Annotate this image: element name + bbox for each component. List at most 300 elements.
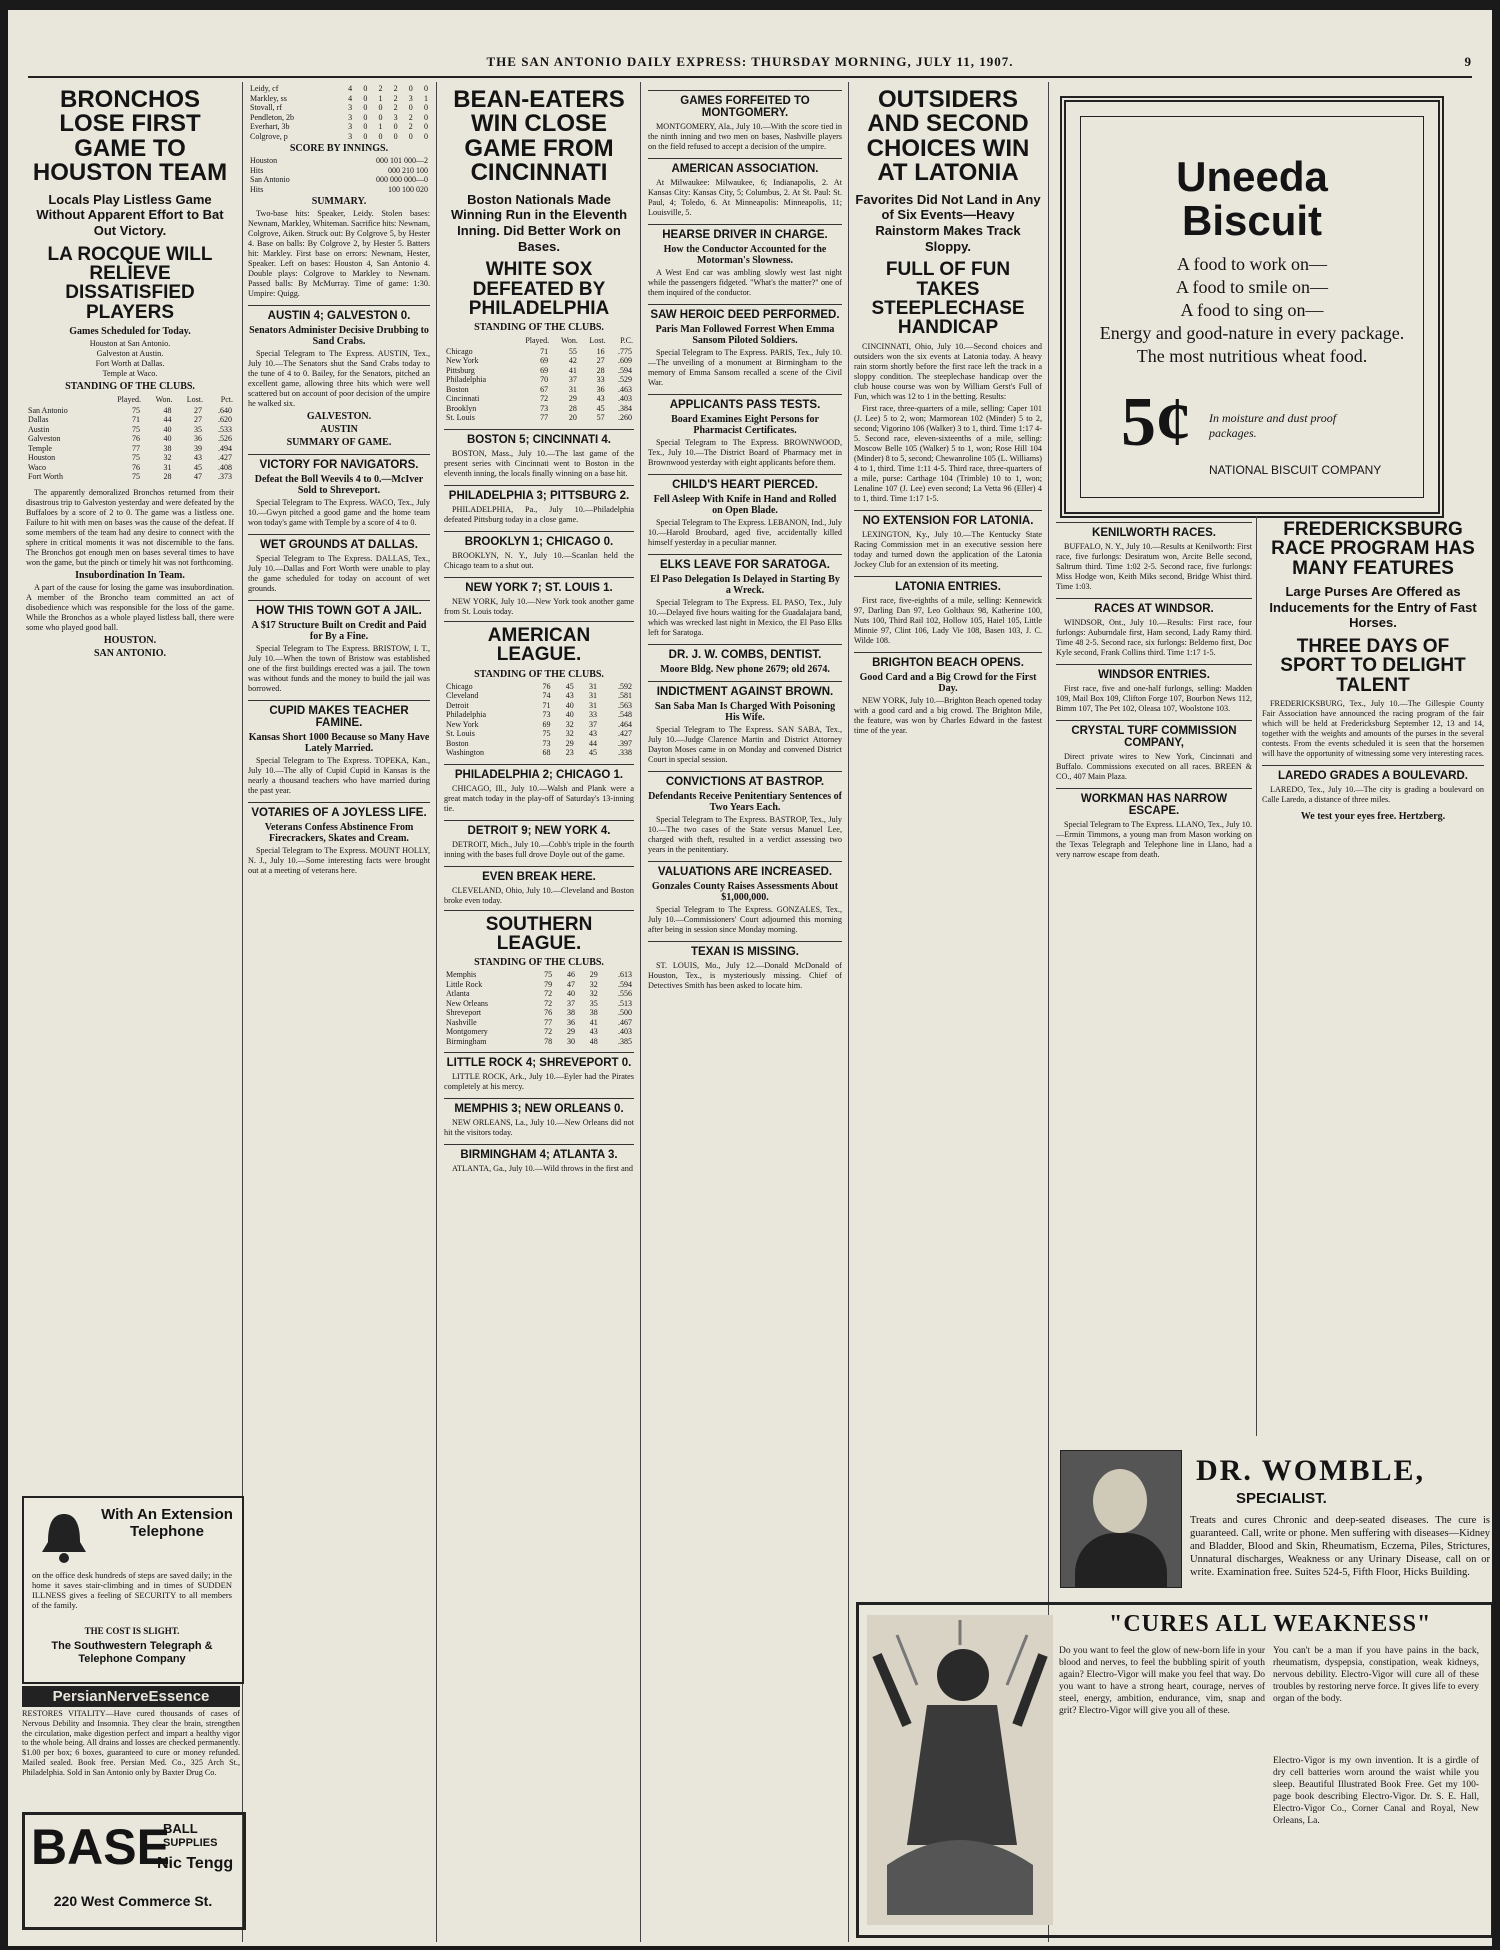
- col-header: Lost.: [589, 336, 606, 346]
- ad-name: DR. WOMBLE,: [1196, 1454, 1425, 1487]
- table-cell: Chicago: [446, 681, 473, 691]
- article-subhead: Good Card and a Big Crowd for the First Day.: [859, 671, 1037, 694]
- table-row: [444, 1018, 634, 1028]
- paragraph: Special Telegram to The Express. WACO, Tex., July 10.—Gwyn pitched a good game and the home team won today's game with Temple by a score of 4 to 0.: [248, 498, 430, 527]
- table-cell: 55: [568, 346, 577, 356]
- telephone-ad: [22, 1496, 244, 1684]
- table-header: [26, 394, 234, 406]
- table-cell: 1: [378, 122, 383, 131]
- column-7: [1262, 516, 1484, 1436]
- table-cell: .556: [618, 989, 632, 999]
- table-row: [444, 366, 634, 376]
- table-row: [444, 720, 634, 730]
- table-cell: 2: [408, 112, 413, 122]
- article-body: [444, 505, 634, 525]
- table-cell: Philadelphia: [446, 710, 486, 720]
- table-cell: 33: [596, 375, 605, 385]
- table-cell: 76: [544, 1008, 553, 1018]
- table-cell: 41: [589, 1017, 598, 1027]
- article-body: [648, 438, 842, 468]
- table-cell: 35: [193, 424, 202, 434]
- column-rule: [848, 82, 849, 1942]
- table-row: [444, 385, 634, 395]
- table-cell: 75: [132, 405, 140, 415]
- table-row: [444, 1008, 634, 1018]
- table-row: [444, 356, 634, 366]
- table-row: [444, 1037, 634, 1047]
- table-cell: 28: [163, 472, 172, 482]
- table-cell: 4: [348, 84, 353, 93]
- table-cell: 27: [596, 356, 605, 366]
- paragraph: ATLANTA, Ga., July 10.—Wild throws in the first and: [452, 1164, 633, 1174]
- table-cell: 71: [132, 415, 140, 425]
- masthead-title: THE SAN ANTONIO DAILY EXPRESS: THURSDAY MORNING, JULY 11, 1907.: [486, 54, 1014, 69]
- table-cell: 2: [378, 84, 383, 93]
- table-cell: .594: [618, 979, 632, 989]
- table-cell: 45: [193, 462, 202, 472]
- table-cell: Washington: [446, 748, 485, 758]
- table-cell: 0: [408, 131, 413, 141]
- table-cell: Philadelphia: [446, 375, 486, 385]
- table-cell: .397: [618, 738, 632, 748]
- article-headline: APPLICANTS PASS TESTS.: [648, 394, 842, 411]
- table-cell: 0: [424, 103, 428, 112]
- col-header: [444, 335, 511, 347]
- column-5: [854, 84, 1042, 1594]
- table-cell: 27: [193, 405, 202, 415]
- article-body: [444, 840, 634, 860]
- games-title: Games Scheduled for Today.: [69, 326, 191, 338]
- ad-column: Do you want to feel the glow of new-born life in your blood and nerves, to feel the bubbling spirit of youth again? Electro-Vigor will make you feel that way. Do you want to have a strong heart, courage, nerves of steel, energy, ambition, endurance, vim, snap and grit? Electro-Vigor will give you all of these.: [1059, 1646, 1265, 1716]
- article-body: [444, 1118, 634, 1138]
- article-headline: CONVICTIONS AT BASTROP.: [648, 771, 842, 788]
- table-cell: 000 000 000—0: [376, 175, 428, 184]
- table-cell: 77: [544, 1017, 553, 1027]
- box-score: [248, 84, 430, 141]
- table-cell: .464: [618, 719, 632, 729]
- table-row: [444, 404, 634, 414]
- article-body: [648, 725, 842, 765]
- table-cell: 72: [544, 1027, 553, 1037]
- table-cell: Detroit: [446, 700, 469, 710]
- article-body: [854, 696, 1042, 736]
- table-cell: 0: [363, 112, 368, 122]
- table-cell: 32: [565, 729, 574, 739]
- base-ball-supplies-ad: [22, 1812, 246, 1930]
- table-cell: 77: [540, 413, 549, 423]
- col-header: Won.: [560, 336, 578, 346]
- table-cell: Hits: [250, 184, 264, 194]
- table-cell: 0: [378, 103, 383, 112]
- table-cell: 0: [393, 131, 398, 141]
- ad-column: You can't be a man if you have pains in the back, rheumatism, dyspepsia, constipation, weak kidneys, nervous debility. Electro-Vigor will cure all of these troubles by restoring nerve force. It gives life to every organ of the body.: [1273, 1646, 1479, 1704]
- table-cell: .592: [618, 681, 632, 691]
- article-subhead: San Saba Man Is Charged With Poisoning His Wife.: [654, 701, 836, 723]
- table-cell: 27: [193, 415, 202, 425]
- ad-title: Biscuit: [1181, 197, 1323, 244]
- ad-title: Uneeda: [1176, 153, 1328, 200]
- column-rule: [640, 82, 641, 1942]
- paragraph: BUFFALO, N. Y., July 10.—Results at Kenilworth: First race, five furlongs: Desiratum won, Arcite Belle second, Saltrum third. Time 1:02 2-5. Second race, five furlongs: Miss Hodge won, Keith Miks second, Bridge Whist third. Time 1:03.: [1056, 542, 1252, 591]
- col-header: Pct.: [220, 395, 233, 405]
- article-body: [444, 597, 634, 617]
- paragraph: NEW YORK, July 10.—Brighton Beach opened today with a good card and a big crowd. The Brighton Mile, the feature, was won by Charles Edward in the fastest time of the year.: [854, 695, 1042, 735]
- article-subhead: Board Examines Eight Persons for Pharmacist Certificates.: [671, 414, 819, 436]
- table-row: [444, 729, 634, 739]
- headline: LA ROCQUE WILL RELIEVE DISSATISFIED PLAYERS: [47, 243, 213, 323]
- table-cell: .500: [618, 1008, 632, 1018]
- table-cell: Shreveport: [446, 1008, 482, 1018]
- table-cell: 1: [378, 93, 383, 103]
- table-cell: 75: [132, 472, 140, 482]
- table-cell: 76: [132, 462, 140, 472]
- table-cell: Stovall, rf: [250, 103, 282, 112]
- article-body: [648, 598, 842, 638]
- table-cell: 43: [589, 729, 598, 739]
- paragraph: Special Telegram to The Express. BROWNWOOD, Tex., July 10.—The District Board of Pharmacy met in Brownwood yesterday with eight applicants before them.: [648, 438, 842, 467]
- table-cell: Pittsburg: [446, 365, 475, 375]
- article-body: [648, 268, 842, 298]
- paragraph: First race, five and one-half furlongs, selling: Madden 109, Mail Box 109, Clifton Forge 107, Bourbon News 112, Bimm 107, The Pet 102, Oleasa 107, Woolstone 103.: [1056, 684, 1252, 713]
- table-cell: 43: [589, 1027, 598, 1037]
- article-body: [444, 551, 634, 571]
- southern-league-standings: [444, 970, 634, 1046]
- article-headline: CRYSTAL TURF COMMISSION COMPANY,: [1056, 720, 1252, 749]
- table-cell: 35: [589, 998, 598, 1008]
- table-cell: 1: [424, 93, 428, 103]
- table-cell: 2: [393, 84, 398, 93]
- ad-body: RESTORES VITALITY—Have cured thousands of cases of Nervous Debility and Insomnia. They clear the brain, strengthen the circulation, make digestion perfect and impart a healthy vigor to the whole being. All drains and losses are checked permanently. $1.00 per box; 6 boxes, guaranteed to cure or money refunded. Mailed sealed. Book free. Persian Med. Co., 325 Arch St., Philadelphia. Sold in San Antonio only by Baxter Drug Co.: [22, 1709, 240, 1777]
- table-cell: 0: [408, 84, 413, 93]
- article-headline: VOTARIES OF A JOYLESS LIFE.: [248, 802, 430, 819]
- table-cell: Houston: [28, 453, 56, 463]
- article-subhead: Veterans Confess Abstinence From Firecrackers, Skates and Cream.: [264, 822, 414, 844]
- table-cell: .260: [618, 413, 632, 423]
- dr-womble-ad: [1060, 1450, 1492, 1590]
- table-cell: .548: [618, 710, 632, 720]
- table-row: [248, 166, 430, 176]
- article-headline: VALUATIONS ARE INCREASED.: [648, 861, 842, 878]
- table-cell: 0: [424, 122, 428, 131]
- table-row: [444, 970, 634, 980]
- table-cell: .609: [618, 356, 632, 366]
- table-cell: 45: [596, 403, 605, 413]
- column-2: [248, 84, 430, 1934]
- col-header: Lost.: [186, 395, 203, 405]
- innings-title: SCORE BY INNINGS.: [289, 143, 389, 154]
- article-body: [26, 488, 234, 568]
- table-cell: Atlanta: [446, 989, 470, 999]
- paragraph: PHILADELPHIA, Pa., July 10.—Philadelphia defeated Pittsburg today in a close game.: [444, 504, 634, 524]
- page-number: 9: [1464, 54, 1472, 69]
- article-headline: VICTORY FOR NAVIGATORS.: [248, 454, 430, 471]
- paragraph: Special Telegram to The Express. LEBANON, Ind., July 10.—Harold Broubard, aged five, accidentally killed himself yesterday in a peculiar manner.: [648, 518, 842, 547]
- table-row: [26, 406, 234, 416]
- table-cell: Galveston: [28, 434, 61, 444]
- article-body: [1056, 684, 1252, 714]
- article-headline: KENILWORTH RACES.: [1056, 522, 1252, 539]
- standing-title: STANDING OF THE CLUBS.: [474, 957, 604, 969]
- article-headline: ELKS LEAVE FOR SARATOGA.: [648, 554, 842, 571]
- article-body: [648, 122, 842, 152]
- table-cell: 100 100 020: [388, 184, 428, 194]
- article-headline: EVEN BREAK HERE.: [444, 866, 634, 883]
- electro-vigor-ad: [856, 1602, 1492, 1938]
- table-cell: 44: [589, 738, 598, 748]
- paragraph: CLEVELAND, Ohio, July 10.—Cleveland and Boston broke even today.: [444, 885, 634, 905]
- table-row: [444, 701, 634, 711]
- table-cell: 72: [544, 989, 553, 999]
- table-cell: 0: [363, 103, 368, 112]
- table-cell: Cincinnati: [446, 394, 480, 404]
- article-body: [854, 342, 1042, 504]
- masthead: [28, 54, 1472, 78]
- table-cell: 48: [589, 1036, 598, 1046]
- table-cell: San Antonio: [250, 175, 290, 184]
- table-cell: .403: [618, 394, 632, 404]
- col-header: Won.: [155, 395, 173, 405]
- table-row: [444, 691, 634, 701]
- table-cell: 31: [589, 700, 598, 710]
- article-body: [1056, 752, 1252, 782]
- table-cell: .640: [218, 405, 232, 415]
- article-headline: NO EXTENSION FOR LATONIA.: [854, 510, 1042, 527]
- paragraph: Special Telegram to The Express. PARIS, Tex., July 10.—The unveiling of a monument at Birmingham to the memory of Emma Sansom recalled a scene of the Civil War.: [648, 348, 842, 387]
- table-cell: 29: [568, 394, 577, 404]
- table-cell: Montgomery: [446, 1027, 488, 1037]
- article-body: [648, 348, 842, 388]
- table-cell: .775: [618, 346, 632, 356]
- portrait-image: [1060, 1450, 1182, 1588]
- table-cell: 2: [393, 103, 398, 112]
- paragraph: FREDERICKSBURG, Tex., July 10.—The Gillespie County Fair Association have announced the racing program of the fair which will be held at Fredericksburg September 12, 13 and 14, together with the weights and amounts of the purses in the several contests. From the events scheduled it is seen that the horsemen will have the opportunity of witnessing some very interesting races.: [1262, 699, 1484, 759]
- table-cell: Chicago: [446, 346, 473, 356]
- table-row: [248, 132, 430, 142]
- column-rule: [1256, 516, 1257, 1436]
- headline: OUTSIDERS AND SECOND CHOICES WIN AT LATONIA: [866, 86, 1030, 187]
- paragraph: First race, five-eighths of a mile, selling: Kennewick 97, Darling Dan 97, Leo Golthaux 98, Katherine 100, Nuts 100, Third Rail 102, Hollow 105, Haiel 105, Little Minnie 97, Clint 106, Lady Vie 108, Basen 103, J. C. Wilde 108.: [854, 595, 1042, 645]
- table-cell: 36: [566, 1017, 575, 1027]
- paragraph: Special Telegram to The Express. TOPEKA, Kan., July 10.—The ally of Cupid Cupid in Kansas is the nearly a thousand teachers who have married during the past year.: [248, 756, 430, 795]
- table-cell: 72: [544, 998, 553, 1008]
- table-cell: 38: [566, 1008, 575, 1018]
- article-headline: CUPID MAKES TEACHER FAMINE.: [248, 700, 430, 729]
- table-cell: Birmingham: [446, 1036, 487, 1046]
- table-cell: 3: [348, 131, 353, 141]
- table-cell: 000 210 100: [388, 165, 428, 175]
- ad-title: SPECIALIST.: [1236, 1490, 1327, 1507]
- table-cell: .467: [618, 1017, 632, 1027]
- table-row: [248, 84, 430, 94]
- table-cell: 47: [193, 472, 202, 482]
- box-score-title: AUSTIN: [320, 424, 358, 435]
- table-cell: Pendleton, 2b: [250, 112, 294, 122]
- table-cell: Markley, ss: [250, 93, 287, 103]
- national-league-standings: [444, 335, 634, 423]
- table-cell: Boston: [446, 738, 469, 748]
- article-body: [444, 1072, 634, 1092]
- article-body: [248, 349, 430, 409]
- table-cell: 29: [565, 738, 574, 748]
- table-row: [248, 156, 430, 166]
- article-headline: PHILADELPHIA 2; CHICAGO 1.: [444, 764, 634, 781]
- paragraph: At Milwaukee: Milwaukee, 6; Indianapolis, 2. At Kansas City: Kansas City, 5; Columbus, 2. At St. Paul: St. Paul, 4; Toledo, 6. At Minneapolis: Minneapolis, 11; Louisville, 5.: [648, 178, 842, 217]
- table-row: [444, 347, 634, 357]
- article-body: [248, 498, 430, 528]
- score-by-innings: [248, 156, 430, 194]
- table-cell: 41: [568, 365, 577, 375]
- table-cell: 75: [132, 453, 140, 463]
- article-body: [648, 178, 842, 218]
- table-row: [26, 453, 234, 463]
- table-cell: Boston: [446, 384, 469, 394]
- article-headline: HEARSE DRIVER IN CHARGE.: [648, 224, 842, 241]
- article-subhead: A $17 Structure Built on Credit and Paid for By a Fine.: [251, 620, 427, 642]
- newspaper-page: [8, 10, 1492, 1946]
- paragraph: NEW ORLEANS, La., July 10.—New Orleans did not hit the visitors today.: [444, 1118, 634, 1138]
- article-headline: HOW THIS TOWN GOT A JAIL.: [248, 600, 430, 617]
- table-row: [26, 463, 234, 473]
- paragraph: LITTLE ROCK, Ark., July 10.—Eyler had the Pirates completely at his mercy.: [444, 1072, 634, 1092]
- table-cell: 31: [163, 462, 172, 472]
- ad-company: NATIONAL BISCUIT COMPANY: [1209, 463, 1382, 477]
- table-row: [444, 748, 634, 758]
- article-body: [648, 518, 842, 548]
- table-cell: 70: [540, 375, 549, 385]
- table-cell: 32: [589, 989, 598, 999]
- paragraph: A West End car was ambling slowly west last night while the passengers fidgeted. "What's the matter?" one of them inquired of the conductor.: [648, 268, 842, 297]
- table-cell: Cleveland: [446, 691, 479, 701]
- league-title: SOUTHERN LEAGUE.: [444, 910, 634, 954]
- paragraph: Special Telegram to The Express. BASTROP, Tex., July 10.—The two cases of the State versus Manuel Lee, charged with theft, resulted in a verdict assessing two years in the penitentiary.: [648, 815, 842, 854]
- table-cell: 78: [544, 1036, 553, 1046]
- article-subhead: Defeat the Boll Weevils 4 to 0.—McIver Sold to Shreveport.: [254, 474, 424, 496]
- article-subhead: Senators Administer Decisive Drubbing to Sand Crabs.: [249, 325, 429, 347]
- paragraph: Special Telegram to The Express. LLANO, Tex., July 10.—Ermin Timmons, a young man from Mason working on the Texas Telegraph and Telephone line in Llano, had a very narrow escape from death.: [1056, 820, 1252, 859]
- table-cell: Houston: [250, 156, 278, 165]
- column-4: [648, 84, 842, 1934]
- table-cell: 30: [566, 1036, 575, 1046]
- ad-tagline: In moisture and dust proof packages.: [1209, 411, 1337, 440]
- table-row: [444, 980, 634, 990]
- subhead: Favorites Did Not Land in Any of Six Events—Heavy Rainstorm Makes Track Sloppy.: [855, 191, 1041, 254]
- article-headline: MEMPHIS 3; NEW ORLEANS 0.: [444, 1098, 634, 1115]
- paragraph: WINDSOR, Ont., July 10.—Results: First race, four furlongs: Auburndale first, Ham second, Lady Ramy third. Time 48 2-5. Second race, six furlongs: Beldemo first, Doc Kyle second, Frank Collins third. Time 1:17 1-5.: [1056, 618, 1252, 657]
- table-cell: 3: [348, 122, 353, 131]
- table-row: [444, 682, 634, 692]
- article-body: [444, 886, 634, 906]
- table-cell: 48: [163, 405, 172, 415]
- article-subhead: Defendants Receive Penitentiary Sentences of Two Years Each.: [648, 791, 842, 813]
- paragraph: ST. LOUIS, Mo., July 12.—Donald McDonald of Houston, Tex., is mysteriously missing. Chief of Detectives Smith has been asked to locate him.: [648, 961, 842, 990]
- ad-price: 5¢: [1121, 384, 1191, 461]
- table-cell: 38: [163, 443, 172, 453]
- article-headline: AMERICAN ASSOCIATION.: [648, 158, 842, 175]
- article-subhead: El Paso Delegation Is Delayed in Starting By a Wreck.: [650, 574, 840, 596]
- game-item: Temple at Waco.: [102, 369, 158, 379]
- table-row: [444, 989, 634, 999]
- table-cell: New York: [446, 719, 479, 729]
- article-headline: INDICTMENT AGAINST BROWN.: [648, 681, 842, 698]
- table-cell: St. Louis: [446, 729, 475, 739]
- article-body: [248, 846, 430, 876]
- paragraph: DETROIT, Mich., July 10.—Cobb's triple in the fourth inning with the bases full drove Doyle out of the game.: [444, 839, 634, 859]
- table-cell: .613: [618, 970, 632, 980]
- table-cell: 0: [378, 112, 383, 122]
- table-cell: 0: [363, 84, 368, 93]
- table-cell: 73: [542, 710, 551, 720]
- table-cell: 69: [540, 356, 549, 366]
- table-cell: 0: [408, 103, 413, 112]
- table-cell: Temple: [28, 443, 52, 453]
- paragraph: Direct private wires to New York, Cincinnati and Buffalo. Commissions executed on all races. BREEN & CO., 407 Main Plaza.: [1056, 752, 1252, 781]
- table-cell: 31: [589, 681, 598, 691]
- table-cell: 76: [132, 434, 140, 444]
- article-headline: BROOKLYN 1; CHICAGO 0.: [444, 531, 634, 548]
- table-cell: Fort Worth: [28, 472, 63, 482]
- table-cell: Hits: [250, 165, 264, 175]
- ad-name: Nic Tengg: [157, 1855, 234, 1872]
- subhead: Boston Nationals Made Winning Run in the Eleventh Inning. Did Better Work on Bases.: [450, 191, 628, 254]
- subhead: Locals Play Listless Game Without Apparent Effort to Bat Out Victory.: [36, 191, 224, 239]
- table-row: [248, 103, 430, 113]
- table-cell: 69: [542, 719, 551, 729]
- article-body: [26, 583, 234, 633]
- table-cell: .338: [618, 748, 632, 758]
- standing-title: STANDING OF THE CLUBS.: [474, 668, 604, 680]
- table-cell: Brooklyn: [446, 403, 477, 413]
- article-body: [1056, 820, 1252, 860]
- article-body: [1262, 699, 1484, 759]
- headline: WHITE SOX DEFEATED BY PHILADELPHIA: [468, 259, 610, 319]
- ad-line: BALL: [163, 1821, 198, 1836]
- article-body: [248, 644, 430, 694]
- article-headline: PHILADELPHIA 3; PITTSBURG 2.: [444, 485, 634, 502]
- paragraph: LEXINGTON, Ky., July 10.—The Kentucky State Racing Commission met in an executive session here today and turned down the application of the Latonia Jockey Club for an extension of its meeting.: [854, 529, 1042, 569]
- table-cell: 0: [378, 131, 383, 141]
- table-cell: .408: [218, 462, 232, 472]
- headline: THREE DAYS OF SPORT TO DELIGHT TALENT: [1280, 635, 1466, 696]
- table-row: [444, 739, 634, 749]
- ad-line: A food to sing on—: [1180, 300, 1324, 320]
- article-body: [444, 449, 634, 479]
- table-cell: 0: [363, 122, 368, 131]
- table-cell: 74: [542, 691, 551, 701]
- ad-cost: THE COST IS SLIGHT.: [84, 1626, 180, 1636]
- table-cell: 40: [163, 424, 172, 434]
- table-cell: St. Louis: [446, 413, 475, 423]
- table-cell: 38: [589, 1008, 598, 1018]
- games-list: [26, 339, 234, 379]
- table-cell: 2: [408, 122, 413, 131]
- table-cell: 31: [589, 691, 598, 701]
- article-headline: BOSTON 5; CINCINNATI 4.: [444, 429, 634, 446]
- paragraph: Special Telegram to The Express. SAN SABA, Tex., July 10.—Judge Clarence Martin and District Attorney Dayton Moses came in on Monday and convened District Court in special session.: [648, 725, 842, 764]
- table-cell: .513: [618, 998, 632, 1008]
- ad-line: SUPPLIES: [163, 1837, 218, 1849]
- article-headline: LATONIA ENTRIES.: [854, 576, 1042, 593]
- table-row: [444, 710, 634, 720]
- table-cell: .427: [218, 453, 232, 463]
- table-cell: 2: [393, 93, 398, 103]
- table-cell: 43: [193, 453, 202, 463]
- table-cell: Dallas: [28, 415, 49, 425]
- article-subhead: Fell Asleep With Knife in Hand and Rolled on Open Blade.: [653, 494, 837, 516]
- table-cell: 28: [596, 365, 605, 375]
- table-cell: 43: [596, 394, 605, 404]
- table-row: [248, 175, 430, 185]
- headline: FREDERICKSBURG RACE PROGRAM HAS MANY FEATURES: [1271, 519, 1475, 579]
